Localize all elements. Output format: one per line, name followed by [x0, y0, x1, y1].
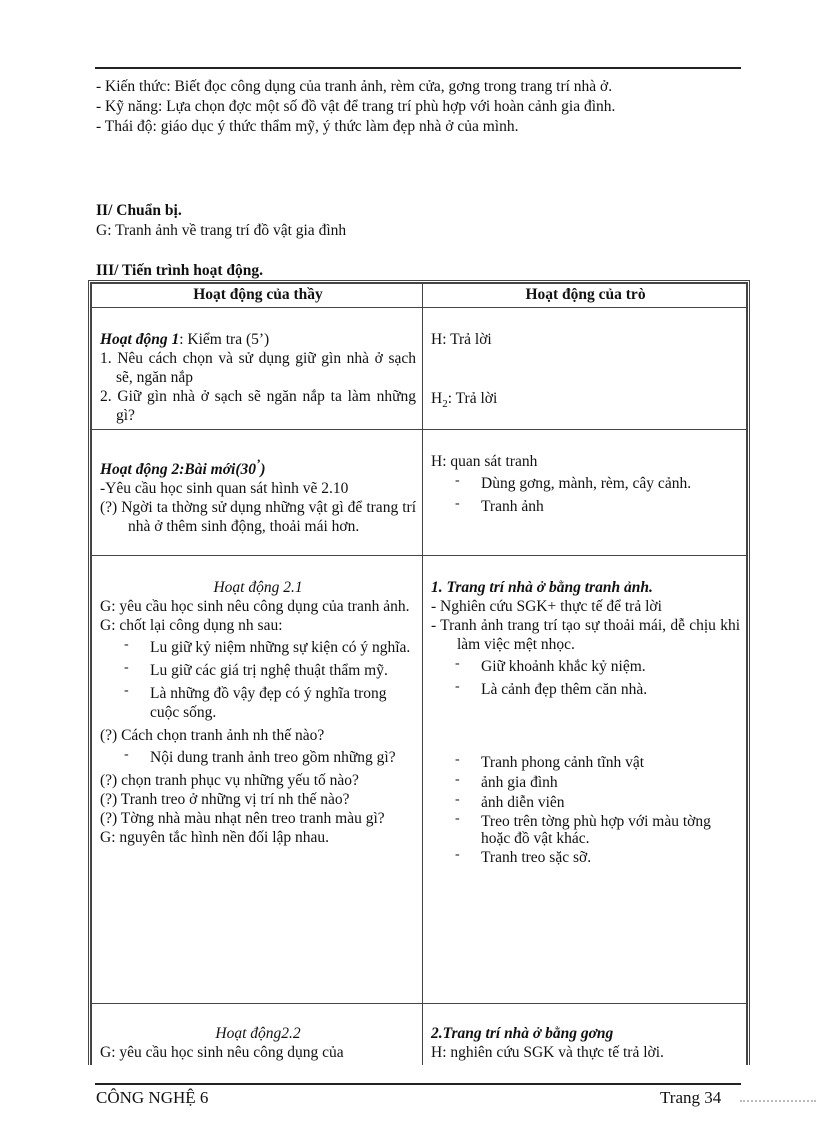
- teacher-line: G: yêu cầu học sinh nêu công dụng của tranh ảnh.: [100, 598, 410, 615]
- teacher-cell: [92, 556, 423, 1004]
- footer-subject: CÔNG NGHỆ 6: [96, 1088, 209, 1107]
- list-item-text: Lu giữ kỷ niệm những sự kiện có ý nghĩa.: [150, 639, 411, 656]
- footer-page-number: Trang 34: [660, 1088, 722, 1107]
- list-item-text: Là những đồ vậy đẹp có ý nghĩa trong cuộc sống.: [150, 685, 387, 721]
- list-item: - Lu giữ các giá trị nghệ thuật thẩm mỹ.: [124, 660, 388, 679]
- list-item: - Tranh ảnh: [455, 496, 544, 515]
- preparation-text: G: Tranh ảnh về trang trí đồ vật gia đình: [96, 222, 347, 239]
- student-cell: [423, 556, 747, 1004]
- list-item-text: Giữ khoảnh khắc kỷ niệm.: [481, 658, 646, 675]
- table-row: [92, 308, 747, 430]
- objectives-block: [96, 77, 738, 137]
- answer-2-text: : Trả lời: [447, 390, 498, 407]
- table-row: [92, 556, 747, 1004]
- preparation-section: [96, 201, 346, 241]
- list-item: - ảnh diễn viên: [455, 792, 565, 811]
- answer-2-subscript: 2: [442, 398, 448, 411]
- table-row: [92, 430, 747, 556]
- col-teacher-header: Hoạt động của thầy: [92, 284, 423, 308]
- list-item-text: Dùng gơng, mành, rèm, cây cảnh.: [481, 475, 692, 492]
- question-line: (?) Cách chọn tranh ảnh nh thế nào?: [100, 727, 325, 744]
- objective-skill: - Kỹ năng: Lựa chọn đợc một số đồ vật để trang trí phù hợp với hoàn cảnh gia đình.: [96, 98, 616, 115]
- teacher-line: G: chốt lại công dụng nh sau:: [100, 617, 283, 634]
- teacher-line: G: nguyên tắc hình nền đối lập nhau.: [100, 829, 330, 846]
- student-cell: [423, 308, 747, 430]
- list-item: - ảnh gia đình: [455, 772, 558, 791]
- question-1: 1. Nêu cách chọn và sử dụng giữ gìn nhà ở sạch sẽ, ngăn nắp: [100, 350, 416, 386]
- table-header-row: [92, 284, 747, 308]
- student-line: - Nghiên cứu SGK+ thực tế để trả lời: [431, 598, 662, 615]
- activity-title: Hoạt động 2.1: [213, 579, 303, 596]
- activity-heading-rest: : Kiểm tra (5’): [179, 331, 270, 348]
- answer-1: H: Trả lời: [431, 331, 492, 348]
- activity-heading: [100, 454, 416, 479]
- list-item-text: ảnh gia đình: [481, 774, 558, 791]
- list-item-text: Lu giữ các giá trị nghệ thuật thẩm mỹ.: [150, 662, 388, 679]
- activity-heading-text: Hoạt động 2:Bài mới(30: [100, 461, 257, 479]
- process-heading: III/ Tiến trình hoạt động.: [96, 262, 263, 279]
- col-student-header: Hoạt động của trò: [423, 284, 747, 308]
- question-line: (?) Tờng nhà màu nhạt nên treo tranh màu gì?: [100, 810, 385, 827]
- list-item: - Treo trên tờng phù hợp với màu tờng hoặc đồ vật khác.: [455, 811, 711, 847]
- list-item: - Là cảnh đẹp thêm căn nhà.: [455, 679, 648, 698]
- list-item-text: Tranh phong cảnh tĩnh vật: [481, 754, 645, 771]
- question-line: (?) chọn tranh phục vụ những yếu tố nào?: [100, 772, 359, 789]
- activity-heading-end: ): [260, 461, 266, 479]
- footer-dotted-line: [740, 1100, 816, 1102]
- list-item: - Tranh treo sặc sỡ.: [455, 847, 592, 866]
- section-title: 1. Trang trí nhà ở bằng tranh ảnh.: [431, 579, 653, 596]
- list-item-text: ảnh diễn viên: [481, 794, 565, 811]
- student-cell: [423, 1004, 747, 1066]
- answer-2: [431, 389, 740, 414]
- table-row: [92, 1004, 747, 1066]
- list-item-text: Nội dung tranh ảnh treo gồm những gì?: [150, 749, 396, 766]
- question-2: 2. Giữ gìn nhà ở sạch sẽ ngăn nắp ta làm những gì?: [100, 388, 416, 424]
- list-item: - Dùng gơng, mành, rèm, cây cảnh.: [455, 473, 692, 492]
- list-item: - Nội dung tranh ảnh treo gồm những gì?: [124, 747, 396, 766]
- question-line: (?) Ngời ta thờng sử dụng những vật gì để trang trí nhà ở thêm sinh động, thoải mái hơn.: [100, 499, 416, 536]
- teacher-cell: [92, 430, 423, 556]
- list-item-text: Tranh ảnh: [481, 498, 544, 515]
- objective-attitude: - Thái độ: giáo dục ý thức thẩm mỹ, ý thức làm đẹp nhà ở của mình.: [96, 118, 519, 135]
- activity-title: Hoạt động2.2: [215, 1025, 301, 1042]
- teacher-line: G: yêu cầu học sinh nêu công dụng của: [100, 1044, 344, 1061]
- process-section: [96, 261, 263, 281]
- list-item-text: Là cảnh đẹp thêm căn nhà.: [481, 681, 648, 698]
- student-line: H: nghiên cứu SGK và thực tế trả lời.: [431, 1044, 664, 1061]
- header-rule: [95, 67, 741, 69]
- question-line: (?) Tranh treo ở những vị trí nh thế nào?: [100, 791, 350, 808]
- objective-knowledge: - Kiến thức: Biết đọc công dụng của tranh ảnh, rèm cửa, gơng trong trang trí nhà ở.: [96, 78, 613, 95]
- preparation-heading: II/ Chuẩn bị.: [96, 202, 182, 219]
- student-cell: [423, 430, 747, 556]
- list-item-text: Treo trên tờng phù hợp với màu tờng hoặc đồ vật khác.: [481, 813, 711, 847]
- footer-rule: [95, 1083, 741, 1085]
- section-title: 2.Trang trí nhà ở bằng gơng: [431, 1025, 614, 1042]
- activity-heading-sup: ’: [256, 456, 261, 471]
- list-item-text: Tranh treo sặc sỡ.: [481, 849, 592, 866]
- activity-heading: Hoạt động 1: [100, 331, 180, 348]
- list-item: - Giữ khoảnh khắc kỷ niệm.: [455, 656, 646, 675]
- student-line: H: quan sát tranh: [431, 453, 538, 470]
- teacher-cell: [92, 1004, 423, 1066]
- student-line: - Tranh ảnh trang trí tạo sự thoải mái, dễ chịu khi làm việc mệt nhọc.: [431, 617, 740, 653]
- answer-2-prefix: H: [431, 390, 443, 407]
- list-item: - Là những đồ vậy đẹp có ý nghĩa trong cuộc sống.: [124, 683, 387, 721]
- list-item: - Tranh phong cảnh tĩnh vật: [455, 752, 645, 771]
- teacher-cell: [92, 308, 423, 430]
- activity-table: [88, 280, 750, 1065]
- list-item: - Lu giữ kỷ niệm những sự kiện có ý nghĩa.: [124, 637, 411, 656]
- instruction-line: -Yêu cầu học sinh quan sát hình vẽ 2.10: [100, 480, 349, 498]
